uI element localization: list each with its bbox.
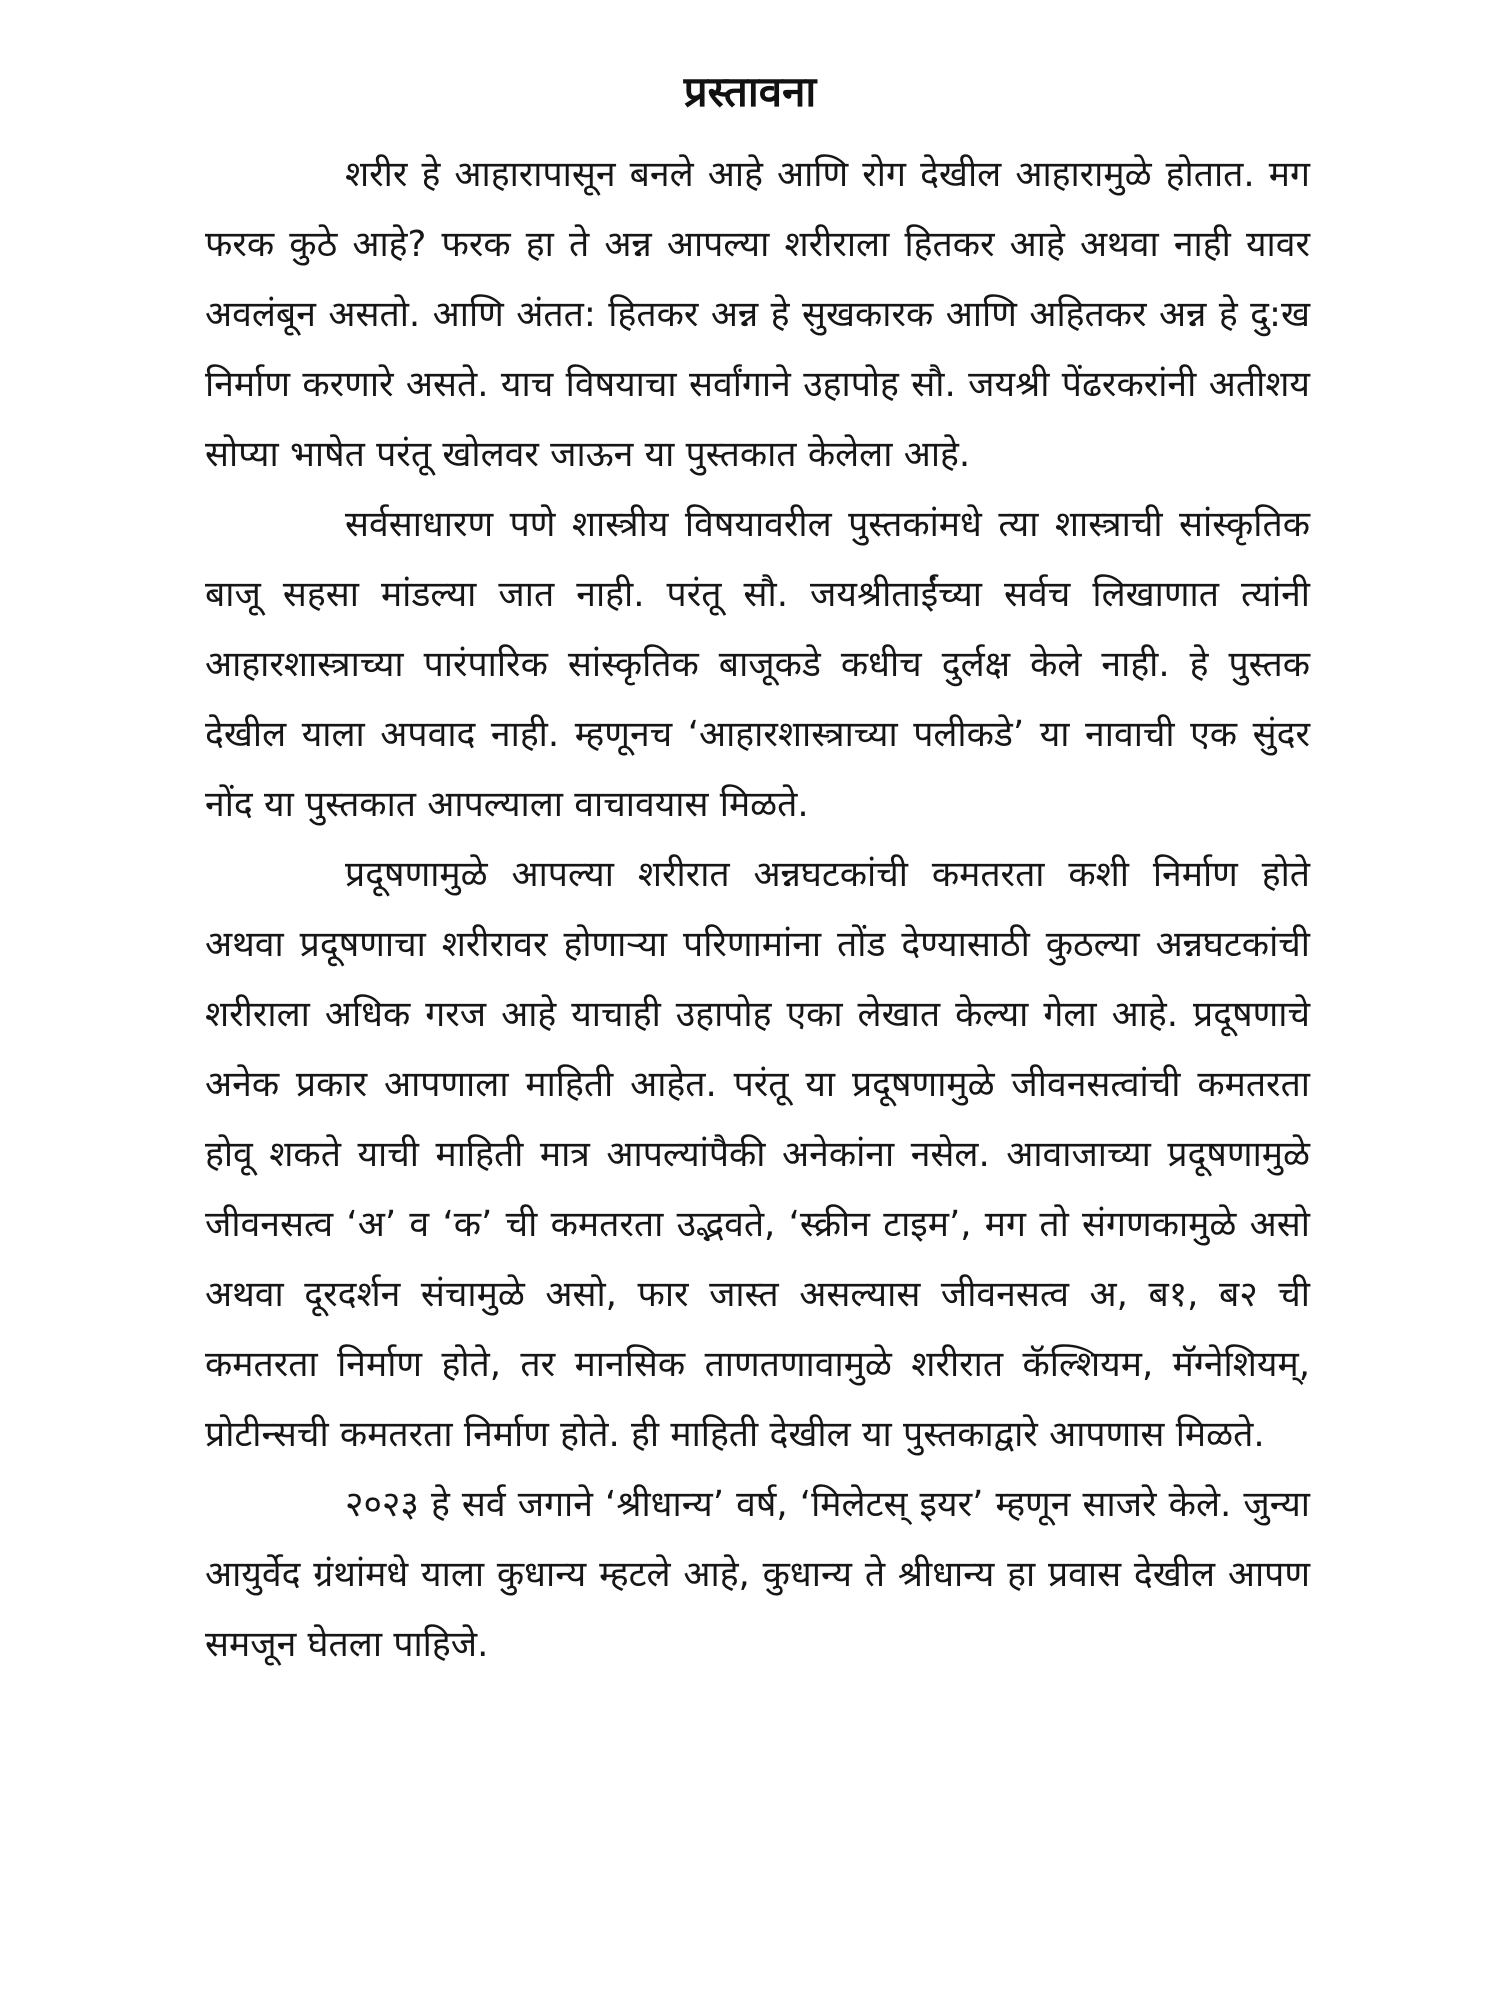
paragraph-4: २०२३ हे सर्व जगाने ‘श्रीधान्य’ वर्ष, ‘मिलेटस् इयर’ म्हणून साजरे केले. जुन्या आयुर्वेद ग्रंथांमधे याला कुधान्य म्हटले आहे, कुधान्य ते श्रीधान्य हा प्रवास देखील आपण समजून घेतला पाहिजे. — [205, 1484, 1310, 1665]
paragraph-2: सर्वसाधारण पणे शास्त्रीय विषयावरील पुस्तकांमधे त्या शास्त्राची सांस्कृतिक बाजू सहसा मांडल्या जात नाही. परंतू सौ. जयश्रीताईंच्या सर्वच लिखाणात त्यांनी आहारशास्त्राच्या पारंपारिक सांस्कृतिक बाजूकडे कधीच दुर्लक्ष केले नाही. हे पुस्तक देखील याला अपवाद नाही. म्हणूनच ‘आहारशास्त्राच्या पलीकडे’ या नावाची एक सुंदर नोंद या पुस्तकात आपल्याला वाचावयास मिळते. — [205, 504, 1310, 825]
paragraph-1: शरीर हे आहारापासून बनले आहे आणि रोग देखील आहारामुळे होतात. मग फरक कुठे आहे? फरक हा ते अन्न आपल्या शरीराला हितकर आहे अथवा नाही यावर अवलंबून असतो. आणि अंतत: हितकर अन्न हे सुखकारक आणि अहितकर अन्न हे दु:ख निर्माण करणारे असते. याच विषयाचा सर्वांगाने उहापोह सौ. जयश्री पेंढरकरांनी अतीशय सोप्या भाषेत परंतू खोलवर जाऊन या पुस्तकात केलेला आहे. — [205, 154, 1310, 475]
body-text — [205, 140, 1310, 1680]
paragraph-3: प्रदूषणामुळे आपल्या शरीरात अन्नघटकांची कमतरता कशी निर्माण होते अथवा प्रदूषणाचा शरीरावर होणाऱ्या परिणामांना तोंड देण्यासाठी कुठल्या अन्नघटकांची शरीराला अधिक गरज आहे याचाही उहापोह एका लेखात केल्या गेला आहे. प्रदूषणाचे अनेक प्रकार आपणाला माहिती आहेत. परंतू या प्रदूषणामुळे जीवनसत्वांची कमतरता होवू शकते याची माहिती मात्र आपल्यांपैकी अनेकांना नसेल. आवाजाच्या प्रदूषणामुळे जीवनसत्व ‘अ’ व ‘क’ ची कमतरता उद्भवते, ‘स्क्रीन टाइम’, मग तो संगणकामुळे असो अथवा दूरदर्शन संचामुळे असो, फार जास्त असल्यास जीवनसत्व अ, ब१, ब२ ची कमतरता निर्माण होते, तर मानसिक ताणतणावामुळे शरीरात कॅल्शियम, मॅग्नेशियम्, प्रोटीन्सची कमतरता निर्माण होते. ही माहिती देखील या पुस्तकाद्वारे आपणास मिळते. — [205, 854, 1310, 1455]
page-title: प्रस्तावना — [683, 67, 817, 116]
